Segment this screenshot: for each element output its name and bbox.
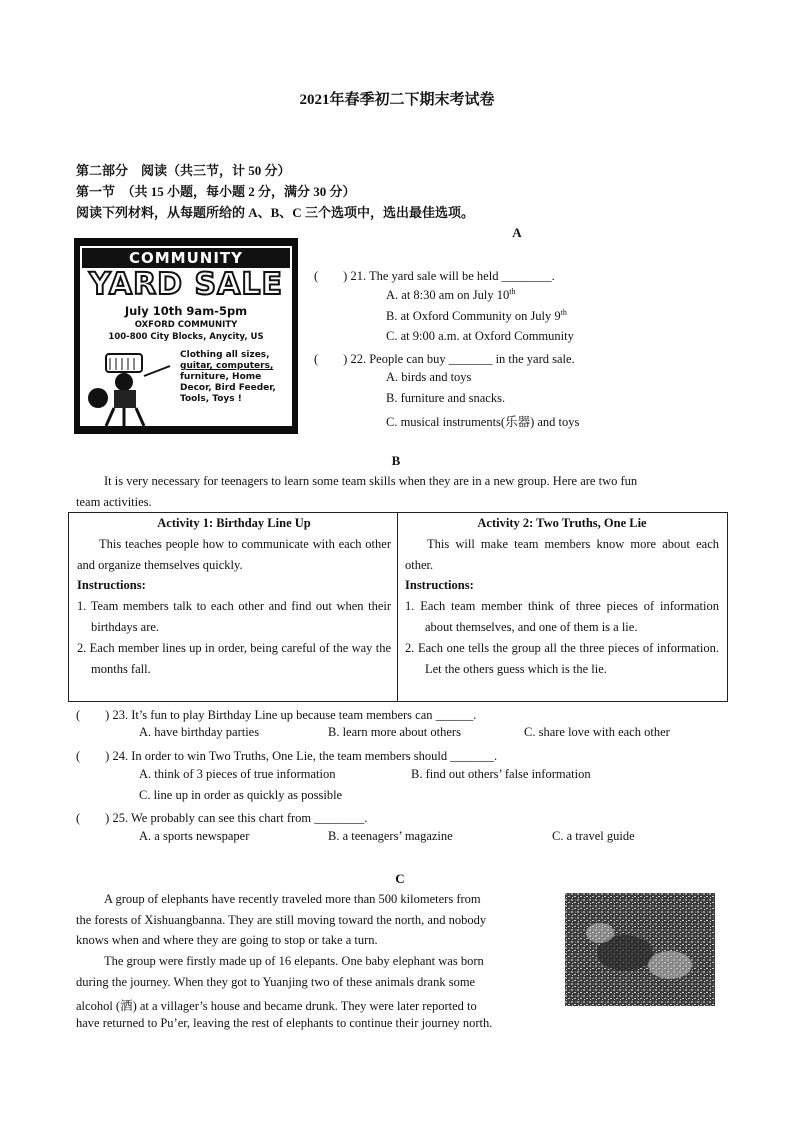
q25-option-a: A. a sports newspaper	[139, 829, 250, 843]
q21-option-a: A. at 8:30 am on July 10th	[386, 287, 516, 303]
poster-org: OXFORD COMMUNITY	[134, 320, 238, 330]
q24-option-a: A. think of 3 pieces of true information	[139, 767, 336, 781]
activity-2-step-1: 1. Each team member think of three pieces of information about themselves, and one of them is a lie.	[405, 599, 719, 634]
passage-b-intro-line2: team activities.	[76, 495, 152, 509]
passage-c-p2-line1: The group were firstly made up of 16 elepants. One baby elephant was born	[104, 954, 484, 968]
q24-stem: ( ) 24. In order to win Two Truths, One Lie, the team members should _______.	[76, 749, 498, 763]
activity-2-step-2: 2. Each one tells the group all the three pieces of information. Let the others guess which is the lie.	[405, 640, 719, 676]
yard-sale-poster	[74, 238, 298, 434]
q22-option-a: A. birds and toys	[386, 370, 472, 384]
activity-2-cell	[405, 513, 719, 679]
instruction-text: 阅读下列材料，从每题所给的 A、B、C 三个选项中，选出最佳选项。	[76, 205, 474, 220]
passage-c-p1-line1: A group of elephants have recently traveled more than 500 kilometers from	[104, 892, 481, 906]
q21-option-c: C. at 9:00 a.m. at Oxford Community	[386, 329, 574, 343]
section-heading: 第一节 （共 15 小题，每小题 2 分，满分 30 分）	[76, 184, 356, 199]
knight-illustration-icon	[84, 346, 174, 428]
passage-c-p2-line2: during the journey. When they got to Yuanjing two of these animals drank some	[76, 975, 476, 989]
activity-1-cell	[77, 513, 391, 679]
q25-option-b: B. a teenagers’ magazine	[328, 829, 453, 843]
elephants-photo	[565, 893, 715, 1006]
q25-option-c: C. a travel guide	[552, 829, 635, 843]
q22-option-b: B. furniture and snacks.	[386, 391, 506, 405]
q24-option-c: C. line up in order as quickly as possible	[139, 788, 343, 802]
activity-2-title: Activity 2: Two Truths, One Lie	[477, 516, 647, 530]
q21-option-b: B. at Oxford Community on July 9th	[386, 308, 567, 324]
poster-community-banner: COMMUNITY	[82, 248, 290, 268]
activity-2-desc: This will make team members know more about each other.	[405, 536, 719, 572]
activity-1-step-2: 2. Each member lines up in order, being careful of the way the months fall.	[77, 640, 391, 676]
activity-2-instructions-label: Instructions:	[405, 578, 474, 593]
activity-1-title: Activity 1: Birthday Line Up	[157, 516, 311, 530]
passage-c-p1-line2: the forests of Xishuangbanna. They are still moving toward the north, and nobody	[76, 913, 487, 927]
q23-option-a: A. have birthday parties	[139, 725, 260, 739]
activity-1-instructions-label: Instructions:	[77, 578, 146, 593]
passage-b-intro-line1: It is very necessary for teenagers to learn some team skills when they are in a new group. Here are two fun	[104, 474, 638, 488]
passage-b-label: B	[391, 453, 401, 468]
passage-a-label: A	[512, 225, 522, 240]
passage-c-label: C	[395, 871, 405, 886]
q22-option-c: C. musical instruments(乐器) and toys	[386, 415, 580, 429]
q23-stem: ( ) 23. It’s fun to play Birthday Line up because team members can ______.	[76, 708, 477, 722]
q23-option-b: B. learn more about others	[328, 725, 461, 739]
q21-stem: ( ) 21. The yard sale will be held ________.	[314, 269, 555, 283]
passage-c-p2-line4: have returned to Pu’er, leaving the rest of elephants to continue their journey north.	[76, 1016, 493, 1030]
poster-date: July 10th 9am-5pm	[124, 304, 248, 318]
q22-stem: ( ) 22. People can buy _______ in the yard sale.	[314, 352, 575, 366]
q23-option-c: C. share love with each other	[524, 725, 670, 739]
passage-c-p1-line3: knows when and where they are going to stop or take a turn.	[76, 933, 378, 947]
poster-address: 100-800 City Blocks, Anycity, US	[108, 332, 264, 342]
part-heading: 第二部分 阅读（共三节，计 50 分）	[76, 163, 291, 178]
poster-yard-sale-title: YARD SALE	[89, 267, 283, 302]
exam-title: 2021年春季初二下期末考试卷	[299, 92, 495, 108]
activities-table	[68, 512, 728, 702]
q24-option-b: B. find out others’ false information	[411, 767, 591, 781]
poster-items-list: Clothing all sizes, guitar, computers, furniture, Home Decor, Bird Feeder, Tools, Toys !	[180, 350, 276, 404]
activity-1-desc: This teaches people how to communicate with each other and organize themselves quickly.	[77, 536, 391, 572]
passage-c-p2-line3: alcohol (酒) at a villager’s house and became drunk. They were later reported to	[76, 999, 477, 1013]
activity-1-step-1: 1. Team members talk to each other and find out when their birthdays are.	[77, 599, 391, 634]
q25-stem: ( ) 25. We probably can see this chart from ________.	[76, 811, 368, 825]
